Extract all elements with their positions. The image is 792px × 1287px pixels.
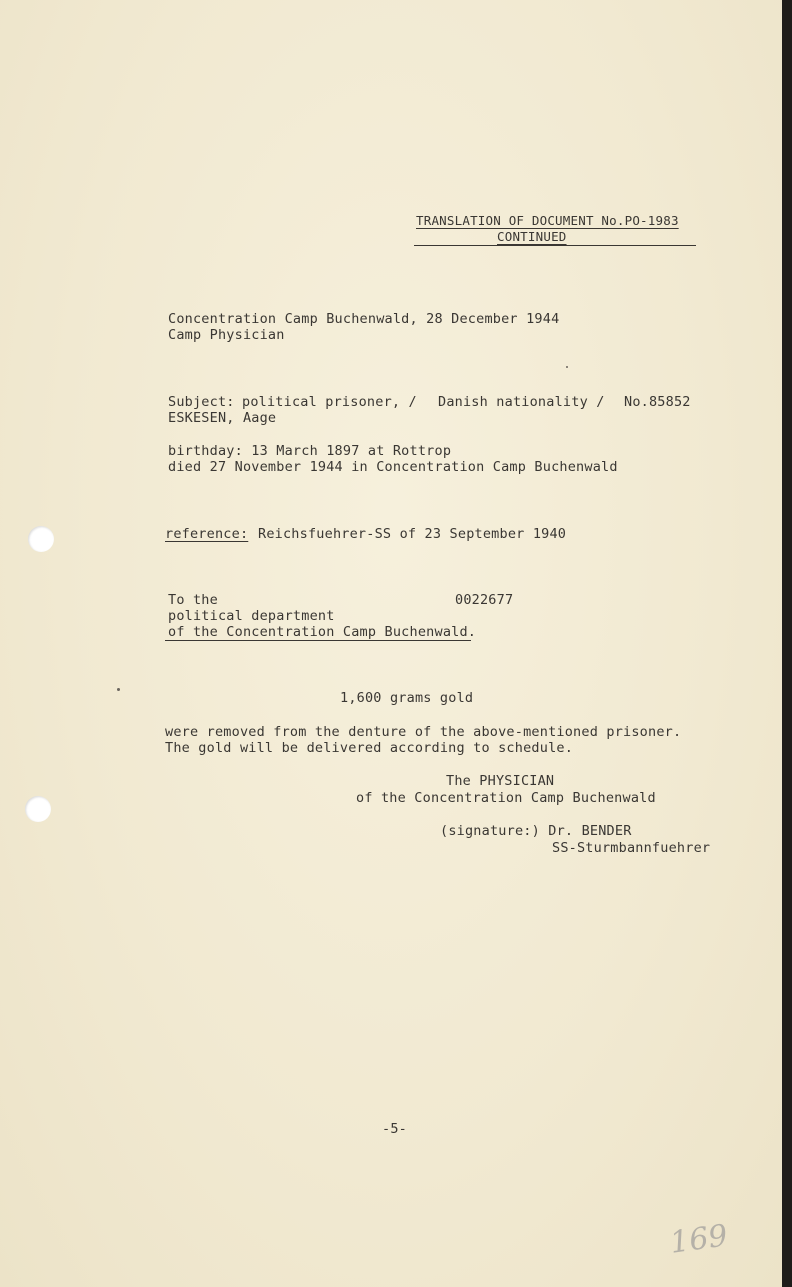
subject-nationality: Danish nationality / [438, 394, 605, 410]
signature-title-2: of the Concentration Camp Buchenwald [356, 790, 656, 806]
recipient-line-3: of the Concentration Camp Buchenwald. [168, 624, 477, 640]
handwritten-archive-number: 169 [667, 1218, 731, 1261]
recipient-rule [165, 640, 471, 641]
recipient-line-2: political department [168, 608, 335, 624]
body-line-1: were removed from the denture of the above-mentioned prisoner. [165, 724, 682, 740]
translation-title: TRANSLATION OF DOCUMENT No.PO-1983 [416, 213, 679, 228]
died-line: died 27 November 1944 in Concentration Camp Buchenwald [168, 459, 618, 475]
punch-hole-bottom [25, 796, 51, 822]
reference-label: reference: [165, 526, 249, 542]
page-number: -5- [382, 1121, 407, 1137]
header-rule [414, 245, 696, 246]
subject-label: Subject: [168, 394, 235, 410]
signature-title-1: The PHYSICIAN [446, 773, 555, 789]
prisoner-name: ESKESEN, Aage [168, 410, 277, 426]
document-code: 0022677 [455, 592, 514, 608]
sender-line-2: Camp Physician [168, 327, 285, 343]
punch-hole-top [28, 526, 54, 552]
ink-speck [117, 688, 120, 691]
body-line-2: The gold will be delivered according to schedule. [165, 740, 574, 756]
subject-text: political prisoner, / [242, 394, 417, 410]
signature-rank: SS-Sturmbannfuehrer [552, 840, 711, 856]
signature-signed: (signature:) Dr. BENDER [440, 823, 632, 839]
recipient-line-1: To the [168, 592, 218, 608]
scan-edge [782, 0, 792, 1287]
ink-speck [566, 366, 568, 368]
prisoner-number: No.85852 [624, 394, 691, 410]
continued-label: CONTINUED [497, 229, 567, 244]
birthday-line: birthday: 13 March 1897 at Rottrop [168, 443, 452, 459]
sender-line-1: Concentration Camp Buchenwald, 28 December 1944 [168, 311, 560, 327]
reference-text: Reichsfuehrer-SS of 23 September 1940 [258, 526, 567, 542]
gold-amount: 1,600 grams gold [340, 690, 474, 706]
